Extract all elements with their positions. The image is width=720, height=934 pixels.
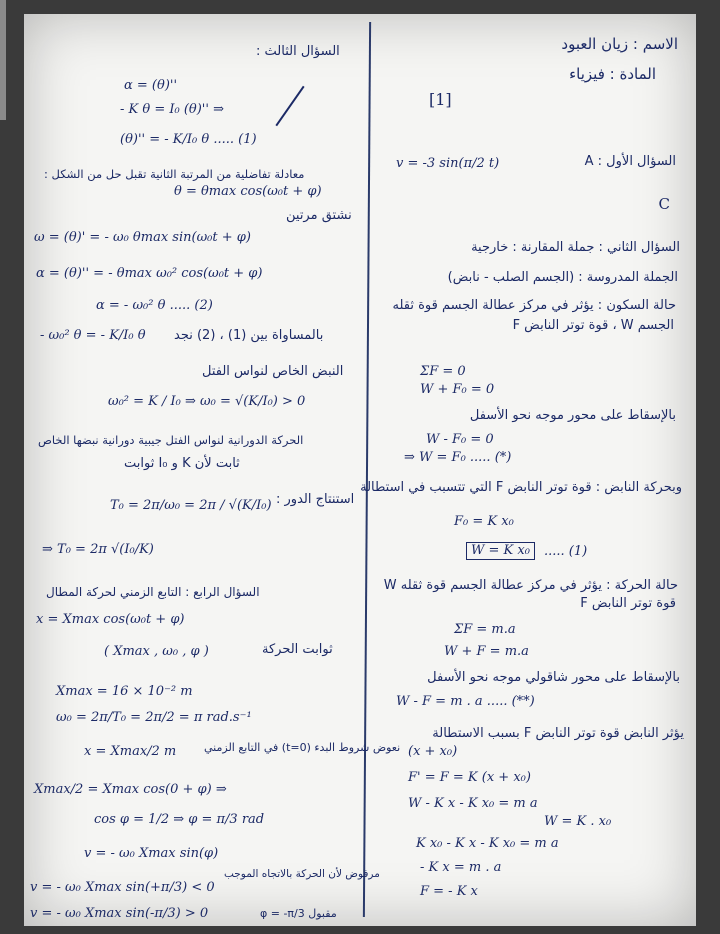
- q3-heading: السؤال الثالث :: [256, 44, 340, 59]
- q4-eq14: Xmax = 16 × 10⁻² m: [56, 684, 193, 699]
- q4-line8: ثوابت الحركة: [262, 642, 333, 657]
- q4-eq19: v = - ω₀ Xmax sin(φ): [84, 846, 219, 861]
- student-name: الاسم : زيان العبود: [561, 35, 678, 53]
- q3-line2: نشتق مرتين: [286, 208, 352, 223]
- column-divider: [363, 22, 371, 917]
- q2-line2: حالة السكون : يؤثر في مركز عطالة الجسم قوة ثقله: [392, 298, 676, 313]
- q3-eq3: (θ)'' = - K/I₀ θ ..... (1): [120, 132, 257, 147]
- q3-line1: معادلة تفاضلية من المرتبة الثانية تقبل حل من الشكل :: [44, 167, 305, 181]
- q4-eq18: cos φ = 1/2 ⇒ φ = π/3 rad: [94, 812, 265, 827]
- q4-heading: السؤال الرابع : التابع الزمني لحركة المطال: [46, 585, 260, 599]
- q1-equation: v = -3 sin(π/2 t): [396, 156, 500, 171]
- q2-line7: قوة توتر النابض F: [580, 596, 676, 611]
- q2-eq9: (x + x₀): [408, 744, 458, 759]
- q2-eq7: W + F = m.a: [444, 644, 529, 659]
- q4-eq13: ( Xmax , ω₀ , φ ): [104, 644, 209, 659]
- q3-eq10: T₀ = 2π/ω₀ = 2π / √(K/I₀): [110, 498, 272, 513]
- q3-line3: بالمساواة بين (1) ، (2) نجد: [174, 328, 324, 343]
- q2-eq2: W + F₀ = 0: [420, 382, 495, 397]
- q2-line8: بالإسقاط على محور شاقولي موجه نحو الأسفل: [427, 670, 680, 685]
- q2-eq6: ΣF = m.a: [454, 622, 516, 637]
- q2-boxed-equation: W = K x₀: [466, 542, 535, 560]
- q4-line10: مرفوض لأن الحركة بالاتجاه الموجب: [224, 868, 380, 880]
- q1-answer: C: [658, 195, 670, 213]
- handwritten-page: [24, 14, 696, 926]
- q3-eq4: θ = θmax cos(ω₀t + φ): [174, 184, 322, 199]
- page-number: [1]: [429, 90, 452, 109]
- screen-edge: [0, 0, 6, 120]
- q2-eq4: ⇒ W = F₀ ..... (*): [404, 450, 512, 465]
- q4-eq16: x = Xmax/2 m: [84, 744, 177, 759]
- strike-mark: [275, 86, 304, 126]
- q2-heading: السؤال الثاني : جملة المقارنة : خارجية: [471, 240, 680, 255]
- q3-eq2: - K θ = I₀ (θ)'' ⇒: [120, 102, 224, 117]
- q2-eq15: F = - K x: [420, 884, 478, 899]
- q4-eq21: v = - ω₀ Xmax sin(-π/3) > 0: [30, 906, 209, 921]
- q4-line11: مقبول φ = -π/3: [260, 907, 337, 920]
- q3-line5: الحركة الدورانية لنواس الفتل جيبية دورانية نبضها الخاص: [38, 433, 304, 447]
- q2-eq5: F₀ = K x₀: [454, 514, 514, 529]
- q2-eq10: F' = F = K (x + x₀): [408, 770, 531, 785]
- q2-eq8: W - F = m . a ..... (**): [396, 694, 535, 709]
- q3-eq7: α = - ω₀² θ ..... (2): [96, 298, 213, 313]
- q3-eq5: ω = (θ)' = - ω₀ θmax sin(ω₀t + φ): [34, 230, 251, 245]
- q3-eq11: ⇒ T₀ = 2π √(I₀/K): [42, 542, 154, 557]
- q3-line6: ثابت لأن K و I₀ ثوابت: [124, 456, 240, 471]
- q2-line1: الجملة المدروسة : (الجسم الصلب - نابض): [447, 270, 678, 285]
- q2-eq11: W - K x - K x₀ = m a: [408, 796, 538, 811]
- q2-line3: الجسم W ، قوة توتر النابض F: [512, 318, 674, 333]
- q2-line4: بالإسقاط على محور موجه نحو الأسفل: [469, 408, 676, 423]
- q4-line9: نعوض شروط البدء (t=0) في التابع الزمني: [204, 741, 401, 754]
- q2-boxed-number: ..... (1): [544, 544, 588, 559]
- q4-eq15: ω₀ = 2π/T₀ = 2π/2 = π rad.s⁻¹: [56, 710, 252, 725]
- q1-heading: السؤال الأول : A: [584, 154, 676, 169]
- q2-eq13: K x₀ - K x - K x₀ = m a: [416, 836, 559, 851]
- q4-eq12: x = Xmax cos(ω₀t + φ): [36, 612, 185, 627]
- q4-eq20: v = - ω₀ Xmax sin(+π/3) < 0: [30, 880, 215, 895]
- q2-line5: وبحركة النابض : قوة توتر النابض F التي تتسبب في استطالة: [360, 480, 682, 495]
- subject-title: المادة : فيزياء: [569, 65, 656, 83]
- q2-line9: يؤثر النابض قوة توتر النابض F بسبب الاستطالة: [432, 726, 684, 741]
- q3-line4: النبض الخاص لنواس الفتل: [202, 364, 344, 379]
- q3-eq6: α = (θ)'' = - θmax ω₀² cos(ω₀t + φ): [36, 266, 263, 281]
- q3-line7: استنتاج الدور :: [276, 492, 355, 507]
- q3-eq1: α = (θ)'': [124, 78, 178, 93]
- q2-eq12: W = K . x₀: [544, 814, 612, 829]
- q4-eq17: Xmax/2 = Xmax cos(0 + φ) ⇒: [34, 782, 227, 797]
- q2-eq3: W - F₀ = 0: [426, 432, 494, 447]
- q2-eq1: ΣF = 0: [420, 364, 466, 379]
- q2-line6: حالة الحركة : يؤثر في مركز عطالة الجسم قوة ثقله W: [383, 578, 678, 593]
- q3-eq8: - ω₀² θ = - K/I₀ θ: [40, 328, 146, 343]
- q3-eq9: ω₀² = K / I₀ ⇒ ω₀ = √(K/I₀) > 0: [108, 394, 306, 409]
- q2-eq14: - K x = m . a: [420, 860, 502, 875]
